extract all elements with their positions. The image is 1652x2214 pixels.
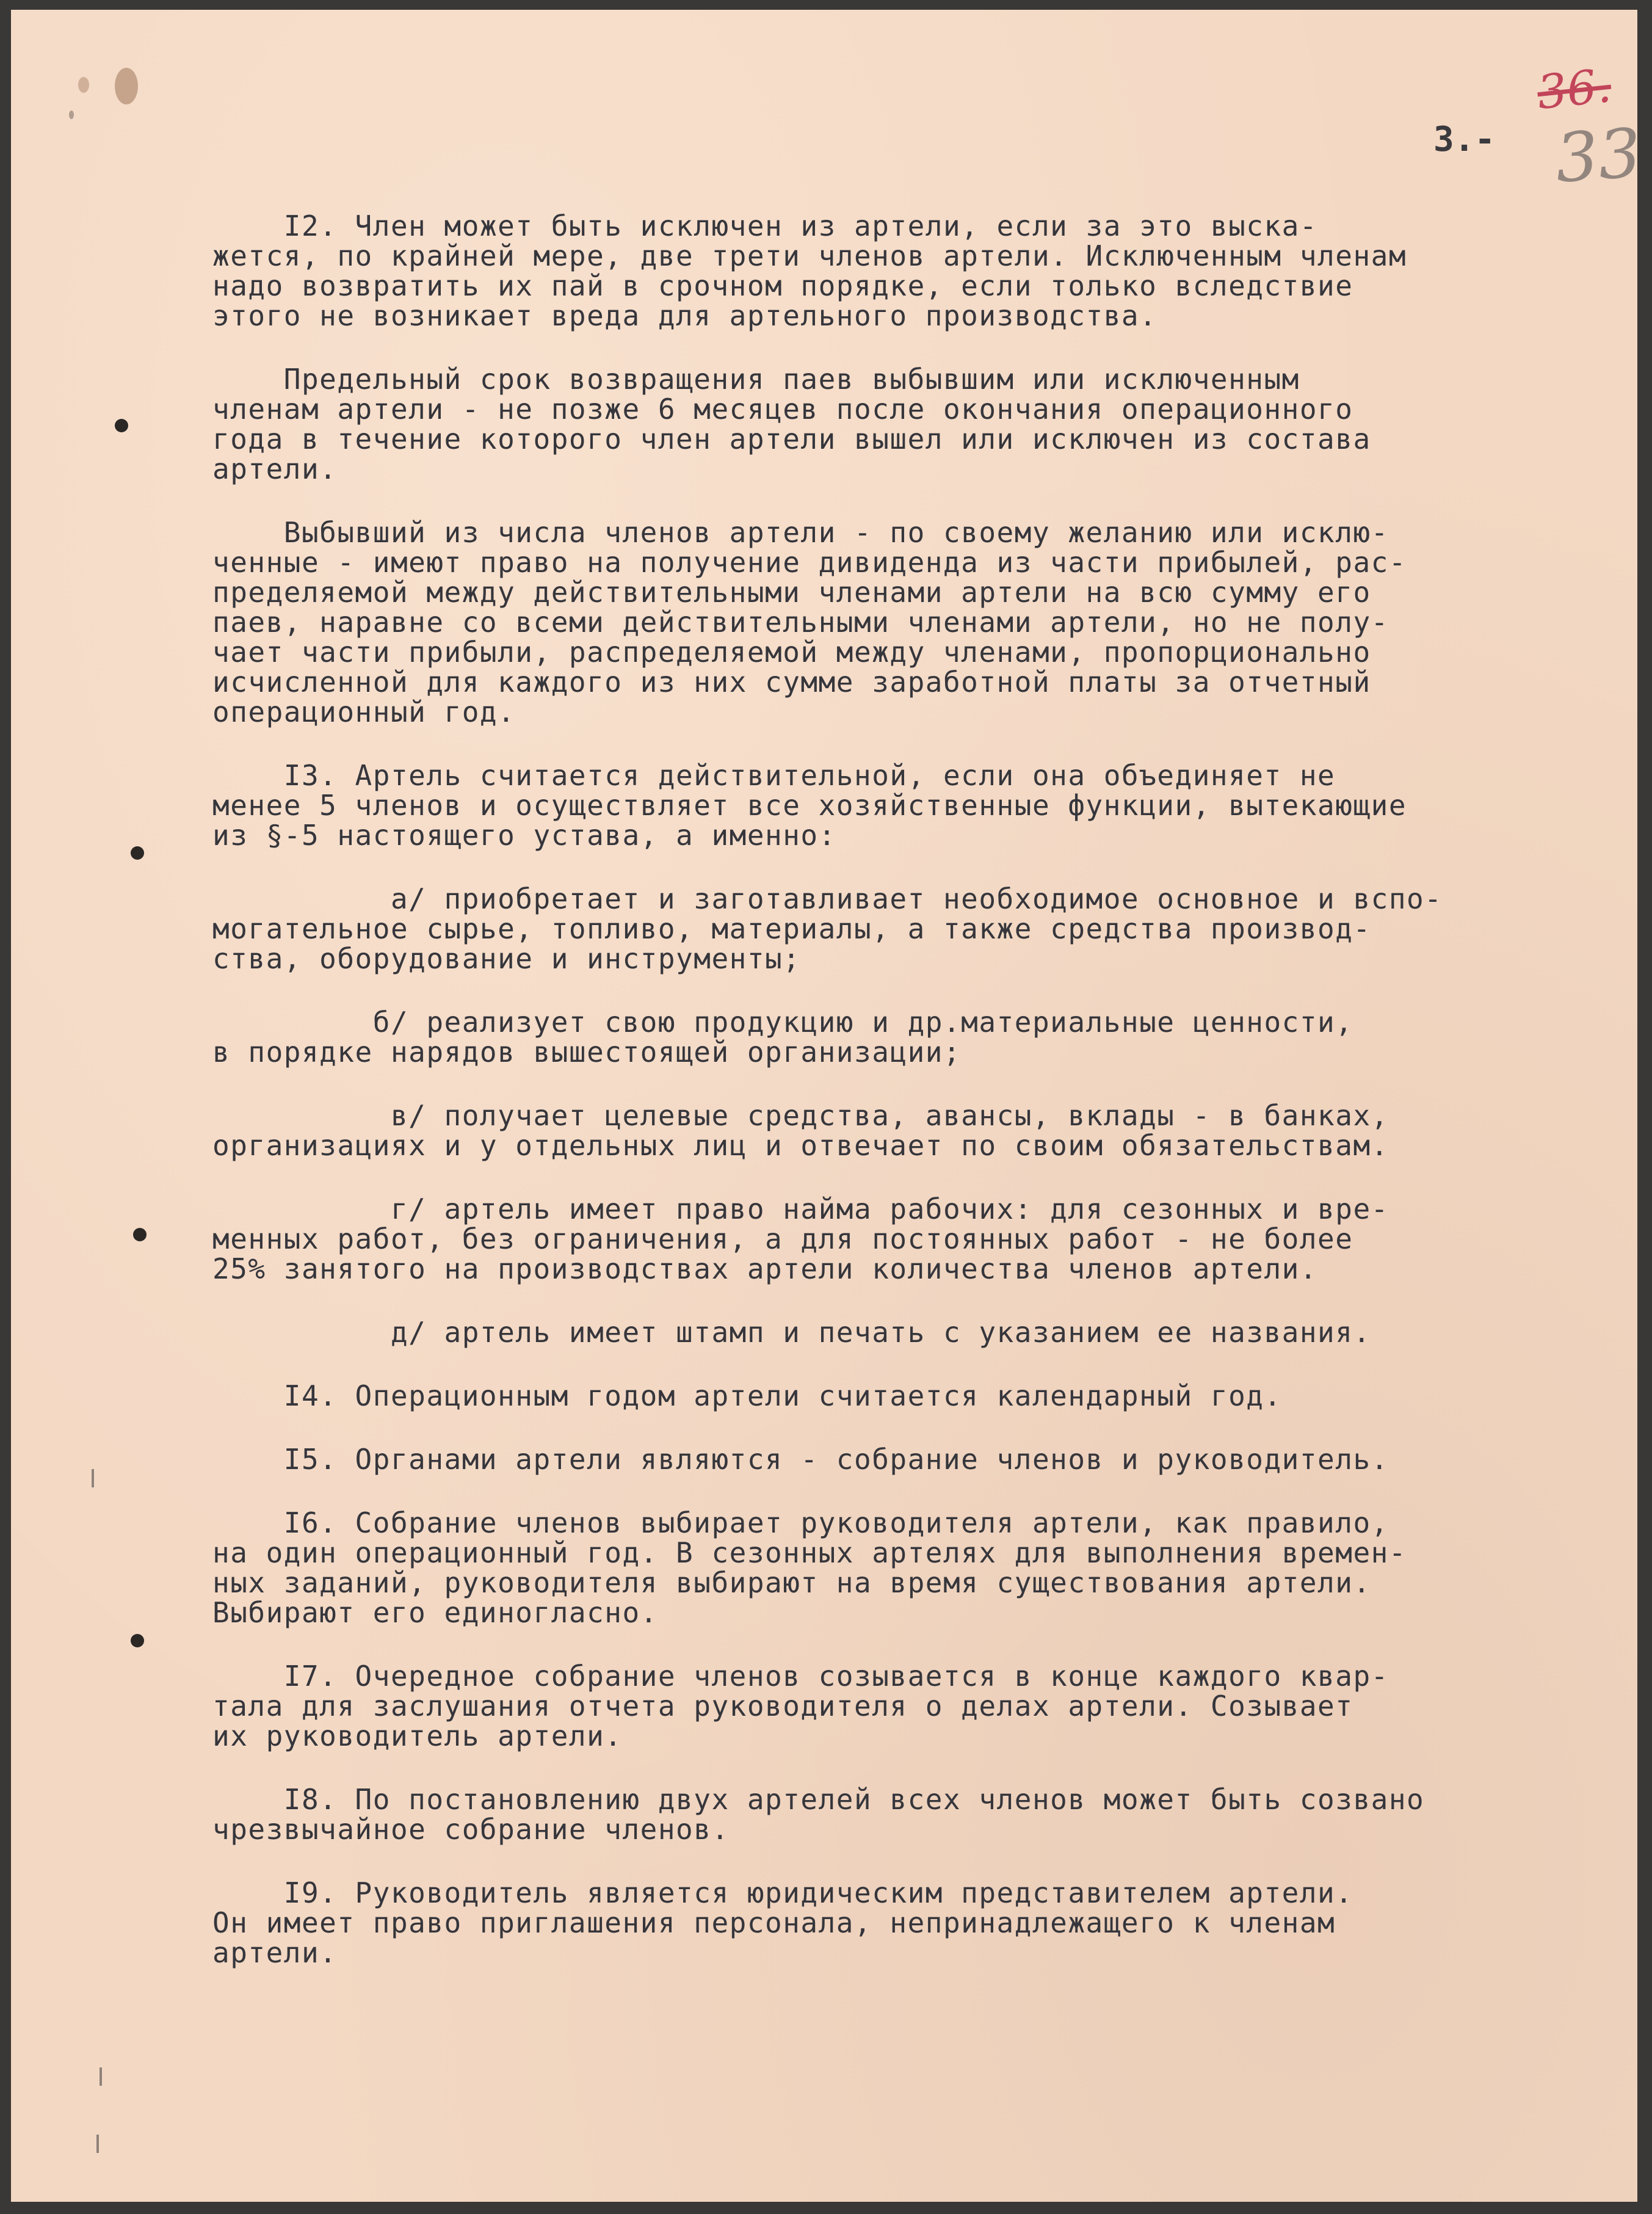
text-line: паев, наравне со всеми действительными членами артели, но не полу-: [212, 606, 1389, 639]
text-line: организациях и у отдельных лиц и отвечает по своим обязательствам.: [212, 1129, 1389, 1162]
text-line: ных заданий, руководителя выбирают на время существования артели.: [212, 1566, 1371, 1599]
archive-number-red: 36.: [1534, 57, 1614, 120]
paragraph: [212, 1318, 1629, 1348]
paragraph: [212, 1101, 1629, 1161]
margin-mark: [96, 2135, 99, 2153]
text-line: I8. По постановлению двух артелей всех членов может быть созвано: [212, 1783, 1425, 1816]
document-body: [212, 211, 1629, 2002]
punch-hole: [115, 419, 128, 432]
text-line: артели.: [212, 452, 338, 485]
text-line: их руководитель артели.: [212, 1719, 623, 1752]
text-line: жется, по крайней мере, две трети членов артели. Исключенным членам: [212, 239, 1407, 272]
text-line: I4. Операционным годом артели считается календарный год.: [212, 1379, 1282, 1412]
margin-mark: [92, 1469, 94, 1487]
stain-mark: [115, 68, 138, 104]
text-line: а/ приобретает и заготавливает необходимое основное и вспо-: [212, 882, 1443, 915]
text-line: надо возвратить их пай в срочном порядке, если только вследствие: [212, 269, 1353, 302]
text-line: I5. Органами артели являются - собрание членов и руководитель.: [212, 1443, 1389, 1476]
stain-mark: [78, 77, 89, 93]
text-line: I2. Член может быть исключен из артели, если за это выска-: [212, 209, 1318, 242]
text-line: менных работ, без ограничения, а для постоянных работ - не более: [212, 1222, 1353, 1255]
paragraph: [212, 1661, 1629, 1751]
text-line: чает части прибыли, распределяемой между членами, пропорционально: [212, 636, 1371, 669]
text-line: тала для заслушания отчета руководителя о делах артели. Созывает: [212, 1690, 1353, 1722]
text-line: могательное сырье, топливо, материалы, а также средства производ-: [212, 912, 1371, 945]
stain-mark: [69, 111, 74, 119]
text-line: в/ получает целевые средства, авансы, вклады - в банках,: [212, 1099, 1389, 1132]
text-line: Выбывший из числа членов артели - по своему желанию или исклю-: [212, 516, 1389, 549]
punch-hole: [131, 846, 144, 860]
text-line: ства, оборудование и инструменты;: [212, 942, 801, 975]
paragraph: [212, 884, 1629, 974]
paragraph: [212, 1445, 1629, 1475]
text-line: из §-5 настоящего устава, а именно:: [212, 819, 836, 852]
paragraph: [212, 1508, 1629, 1628]
text-line: менее 5 членов и осуществляет все хозяйственные функции, вытекающие: [212, 789, 1407, 822]
margin-mark: [100, 2067, 102, 2086]
punch-hole: [131, 1634, 144, 1647]
text-line: пределяемой между действительными членами артели на всю сумму его: [212, 576, 1371, 609]
text-line: Предельный срок возвращения паев выбывшим или исключенным: [212, 363, 1300, 396]
text-line: года в течение которого член артели вышел или исключен из состава: [212, 423, 1371, 456]
paragraph: [212, 761, 1629, 851]
text-line: I3. Артель считается действительной, если она объединяет не: [212, 759, 1336, 792]
paragraph: [212, 365, 1629, 484]
text-line: исчисленной для каждого из них сумме заработной платы за отчетный: [212, 666, 1371, 699]
punch-hole: [133, 1228, 147, 1241]
text-line: I6. Собрание членов выбирает руководителя артели, как правило,: [212, 1506, 1389, 1539]
text-line: ченные - имеют право на получение дивиденда из части прибылей, рас-: [212, 546, 1407, 579]
page-number: 3.-: [1433, 120, 1496, 159]
text-line: чрезвычайное собрание членов.: [212, 1813, 730, 1846]
text-line: д/ артель имеет штамп и печать с указанием ее названия.: [212, 1316, 1371, 1349]
text-line: г/ артель имеет право найма рабочих: для сезонных и вре-: [212, 1192, 1389, 1225]
text-line: на один операционный год. В сезонных артелях для выполнения времен-: [212, 1536, 1407, 1569]
paragraph: [212, 1194, 1629, 1284]
text-line: операционный год.: [212, 695, 516, 728]
text-line: в порядке нарядов вышестоящей организации;: [212, 1036, 962, 1069]
text-line: б/ реализует свою продукцию и др.материальные ценности,: [212, 1006, 1353, 1039]
paragraph: [212, 1785, 1629, 1845]
document-page: [11, 10, 1644, 2202]
text-line: этого не возникает вреда для артельного производства.: [212, 299, 1157, 332]
archive-number-pencil: 33: [1552, 114, 1644, 198]
text-line: Он имеет право приглашения персонала, непринадлежащего к членам: [212, 1906, 1336, 1939]
paragraph: [212, 1878, 1629, 1968]
text-line: I7. Очередное собрание членов созывается в конце каждого квар-: [212, 1660, 1389, 1693]
paragraph: [212, 1007, 1629, 1067]
text-line: Выбирают его единогласно.: [212, 1596, 658, 1629]
paragraph: [212, 211, 1629, 331]
text-line: членам артели - не позже 6 месяцев после окончания операционного: [212, 393, 1353, 426]
paragraph: [212, 1381, 1629, 1411]
text-line: I9. Руководитель является юридическим представителем артели.: [212, 1876, 1353, 1909]
paragraph: [212, 518, 1629, 727]
text-line: артели.: [212, 1936, 338, 1969]
text-line: 25% занятого на производствах артели количества членов артели.: [212, 1252, 1318, 1285]
